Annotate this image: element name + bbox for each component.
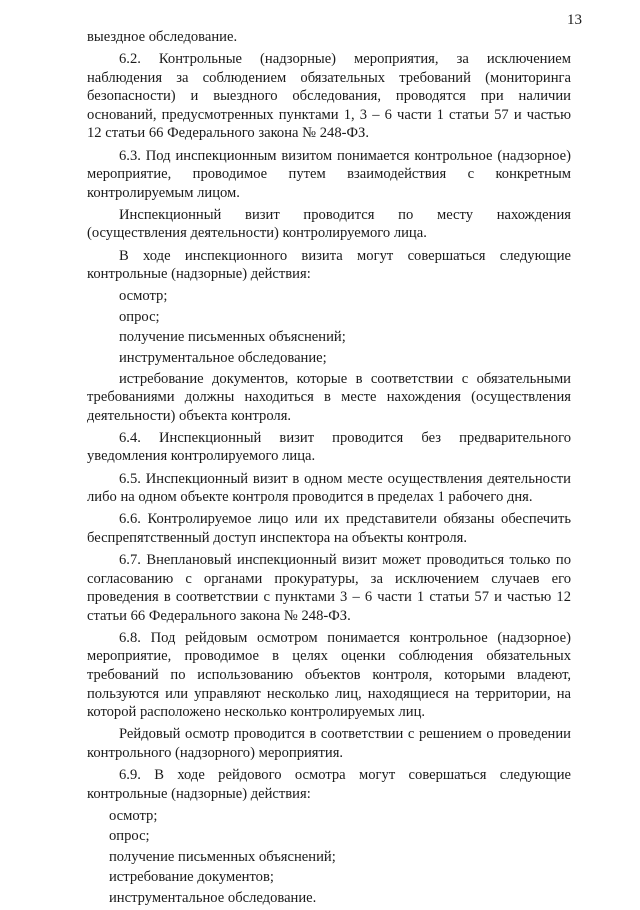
- paragraph: В ходе инспекционного визита могут совершаться следующие контрольные (надзорные) действия:: [87, 247, 571, 283]
- document-body: [87, 28, 571, 910]
- list-item: истребование документов;: [109, 869, 274, 886]
- paragraph: Инспекционный визит проводится по месту нахождения (осуществления деятельности) контролируемого лица.: [87, 206, 571, 242]
- paragraph: 6.7. Внеплановый инспекционный визит может проводиться только по согласованию с органами прокуратуры, за исключением случаев его проведения в соответствии с пунктами 3 – 6 части 1 статьи 57 и частью 12 статьи 66 Федерального закона № 248-ФЗ.: [87, 551, 571, 624]
- paragraph: 6.4. Инспекционный визит проводится без предварительного уведомления контролируемого лица.: [87, 429, 571, 465]
- paragraph: Рейдовый осмотр проводится в соответствии с решением о проведении контрольного (надзорного) мероприятия.: [87, 726, 571, 761]
- list-item: осмотр;: [119, 288, 168, 305]
- paragraph: 6.6. Контролируемое лицо или их представители обязаны обеспечить беспрепятственный доступ инспектора на объекты контроля.: [87, 511, 571, 546]
- paragraph: 6.9. В ходе рейдового осмотра могут совершаться следующие контрольные (надзорные) действия:: [87, 766, 571, 802]
- list-item: инструментальное обследование.: [109, 890, 317, 907]
- list-item: опрос;: [109, 828, 150, 845]
- paragraph: выездное обследование.: [87, 29, 238, 45]
- paragraph: 6.3. Под инспекционным визитом понимается контрольное (надзорное) мероприятие, проводимое путем взаимодействия с конкретным контролируемым лицом.: [87, 147, 571, 201]
- list-item: получение письменных объяснений;: [119, 329, 346, 346]
- paragraph: 6.8. Под рейдовым осмотром понимается контрольное (надзорное) мероприятие, проводимое в целях оценки соблюдения обязательных требований по использованию объектов контроля, которыми владеют, пользуются или управляют несколько лиц, находящиеся на территории, на которой расположено несколько контролируемых лиц.: [87, 629, 571, 721]
- paragraph: 6.5. Инспекционный визит в одном месте осуществления деятельности либо на одном объекте контроля проводится в пределах 1 рабочего дня.: [87, 470, 571, 506]
- list-item: получение письменных объяснений;: [109, 848, 336, 865]
- list-item: инструментальное обследование;: [119, 350, 327, 366]
- paragraph: 6.2. Контрольные (надзорные) мероприятия, за исключением наблюдения за соблюдением обязательных требований (мониторинга безопасности) и выездного обследования, проводятся при наличии оснований, предусмотренных пунктами 1, 3 – 6 части 1 статьи 57 и частью 12 статьи 66 Федерального закона № 248-ФЗ.: [87, 51, 571, 142]
- page-number: 13: [567, 12, 582, 28]
- paragraph: истребование документов, которые в соответствии с обязательными требованиями должны находиться в месте нахождения (осуществления деятельности) объекта контроля.: [87, 370, 571, 424]
- list-item: осмотр;: [109, 807, 158, 824]
- list-item: опрос;: [119, 308, 160, 325]
